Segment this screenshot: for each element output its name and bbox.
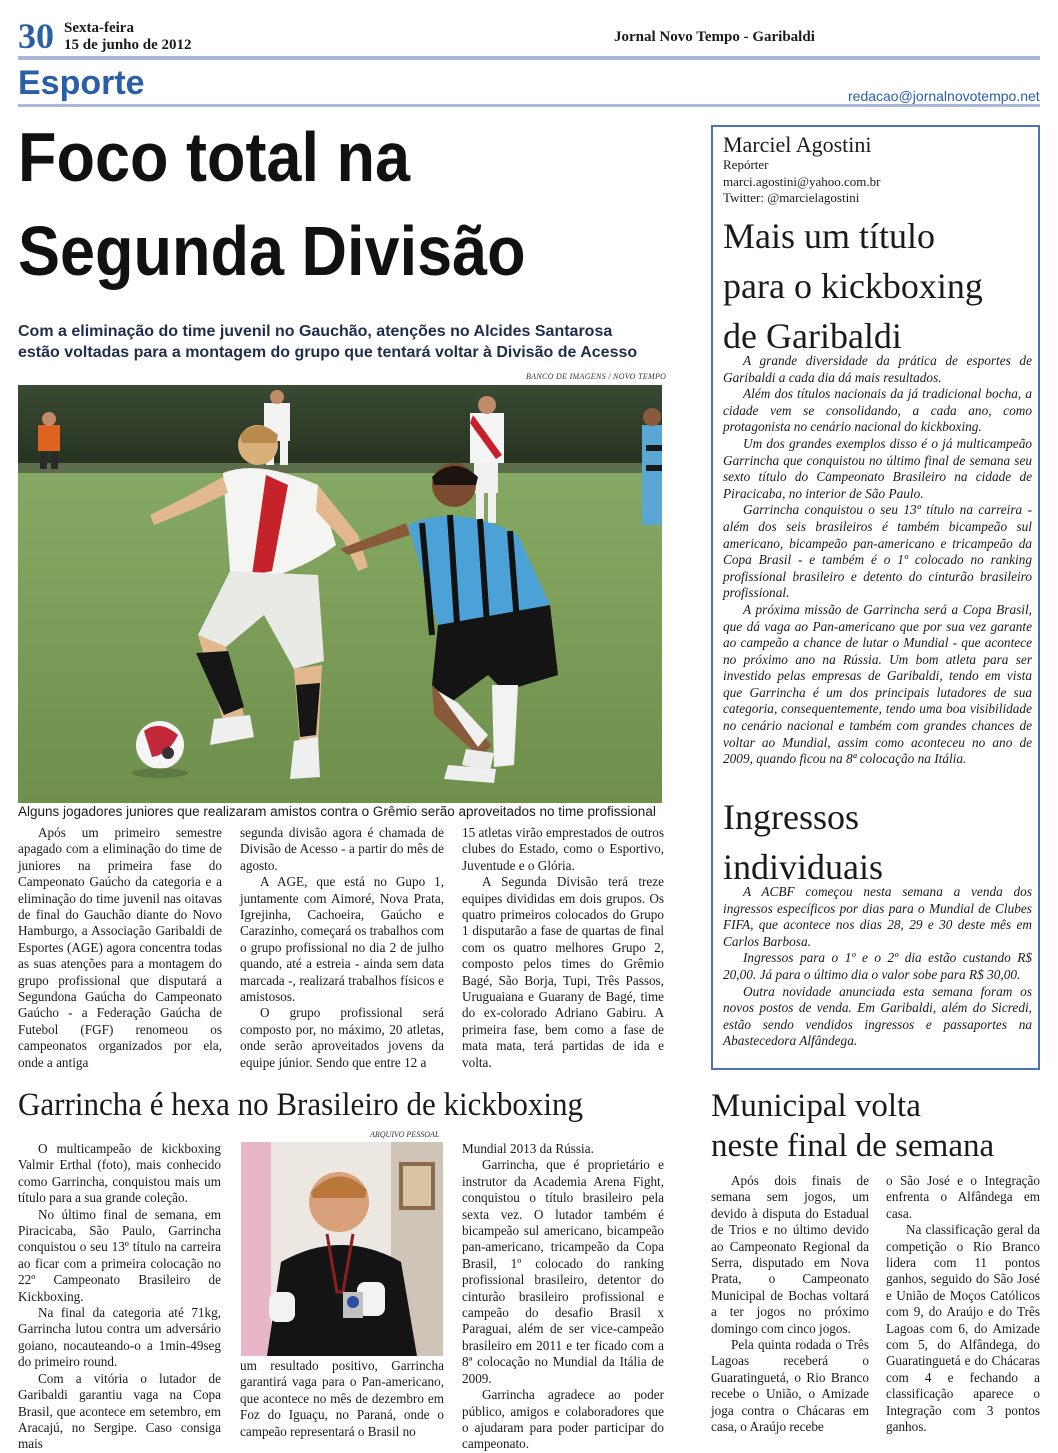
main-article-column-3 bbox=[462, 825, 664, 1071]
paragraph: Garrincha agradece ao poder público, amigos e colaboradores que o ajudaram para poder participar do campeonato. bbox=[462, 1387, 664, 1452]
paragraph: Garrincha, que é proprietário e instrutor da Academia Arena Fight, conquistou o título brasileiro pela sexta vez. O lutador também é bicampeão sul americano, bicampeão pan-americano, tricampeão da Copa Brasil, 1º colocado do ranking profissional brasileiro, detentor do cinturão brasileiro profissional e campeão do desafio Brasil x Paraguai, além de ser vice-campeão brasileiro em 2011 e ter ficado com a 8ª colocação no Mundial da Itália de 2009. bbox=[462, 1157, 664, 1386]
garrincha-column-2 bbox=[240, 1358, 444, 1440]
fighter-photo bbox=[241, 1142, 443, 1356]
municipal-column-1 bbox=[711, 1173, 869, 1436]
reporter-twitter: Twitter: @marcielagostini bbox=[723, 190, 860, 205]
weekday: Sexta-feira bbox=[64, 20, 134, 36]
paragraph: Na classificação geral da competição o Rio Branco lidera com 11 pontos ganhos, seguido do São José e União de Moços Católicos com 9, do Araújo e do Três Lagoas com 6, do Amizade com 5, do Alfândega, do Guaratinguetá e do Chácaras com 4 e fechando a classificação aparece o Integração com 3 pontos ganhos. bbox=[886, 1222, 1040, 1435]
sidebar-subhead-line2: individuais bbox=[723, 847, 883, 887]
garrincha-column-1 bbox=[18, 1141, 221, 1453]
paragraph: A próxima missão de Garrincha será a Copa Brasil, que dá vaga ao Pan-americano que por sua vez garante ao campeão a chance de lutar o Mundial - que acontece no próximo ano na Rússia. Um bom atleta para ser investido pelas empresas de Garibaldi, tendo em vista que Garrincha é um dos principais lutadores de sua categoria, consequentemente, tendo uma boa visibilidade no cenário nacional e também com grandes chances de voltar ao Mundial, assim como aconteceu no ano de 2009, quando ficou na 8ª colocação na Itália. bbox=[723, 601, 1032, 767]
municipal-column-2 bbox=[886, 1173, 1040, 1436]
garrincha-headline: Garrincha é hexa no Brasileiro de kickboxing bbox=[18, 1087, 584, 1123]
section-rule bbox=[18, 104, 1040, 107]
paragraph: Um dos grandes exemplos disso é o já multicampeão Garrincha que conquistou no último final de semana seu sexto título do Campeonato Brasileiro na cidade de Piracicaba, no interior de São Paulo. bbox=[723, 435, 1032, 501]
paragraph: A AGE, que está no Gupo 1, juntamente com Aimoré, Nova Prata, Igrejinha, Cachoeira, Gaúcho e Carazinho, começará os trabalhos com o grupo profissional no dia 2 de julho quando, até a estreia - ainda sem data marcada -, realizará trabalhos físicos e amistosos. bbox=[240, 874, 444, 1005]
page-number: 30 bbox=[18, 16, 54, 56]
paragraph: Após dois finais de semana sem jogos, um devido à disputa do Estadual de Trios e no último devido ao Campeonato Regional da Serra, disputado em Nova Prata, o Campeonato Municipal de Bochas voltará a ter jogos no próximo domingo com cinco jogos. bbox=[711, 1173, 869, 1336]
paragraph: O grupo profissional será composto por, no máximo, 20 atletas, onde serão aproveitados jovens da equipe júnior. Sendo que entre 12 a bbox=[240, 1005, 444, 1070]
reporter-role: Repórter bbox=[723, 157, 769, 172]
soccer-match-photo bbox=[18, 385, 662, 803]
paragraph: Ingressos para o 1º e o 2º dia estão custando R$ 20,00. Já para o último dia o valor sobe para R$ 30,00. bbox=[723, 950, 1032, 982]
section-title: Esporte bbox=[18, 64, 145, 102]
paragraph: O multicampeão de kickboxing Valmir Erthal (foto), mais conhecido como Garrincha, conquistou mais um título para a sua grande coleção. bbox=[18, 1141, 221, 1206]
paragraph: A ACBF começou nesta semana a venda dos ingressos específicos por dias para o Mundial de Clubes FIFA, que acontece nos dias 28, 29 e 30 deste mês em Carlos Barbosa. bbox=[723, 884, 1032, 949]
reporter-name: Marciel Agostini bbox=[723, 132, 872, 157]
sidebar-subhead-line1: Ingressos bbox=[723, 797, 859, 837]
garrincha-column-3 bbox=[462, 1141, 664, 1453]
paragraph: A Segunda Divisão terá treze equipes divididas em dois grupos. Os quatro primeiros colocados do Grupo 1 disputarão a fase de quartas de final com os quatro melhores Grupo 2, composto pelos times do Grêmio Bagé, São Borja, Tupi, Três Passos, Uruguaiana e Guarany de Bagé, time do ex-colorado Adriano Gabiru. A primeira fase, bem como a fase de mata mata, terá partidas de ida e volta. bbox=[462, 874, 664, 1070]
reporter-email[interactable]: marci.agostini@yahoo.com.br bbox=[723, 174, 881, 189]
paragraph: No último final de semana, em Piracicaba, São Paulo, Garrincha conquistou o seu 13º título na carreira ao ficar com a primeira colocação no 22º Campeonato Brasileiro de Kickboxing. bbox=[18, 1206, 221, 1304]
paragraph: A grande diversidade da prática de esportes de Garibaldi a cada dia dá mais resultados. bbox=[723, 353, 1032, 385]
paragraph: Pela quinta rodada o Três Lagoas receberá o Guaratinguetá, o Rio Branco recebe o União, o Amizade joga contra o Chácaras em casa, o Araújo recebe bbox=[711, 1337, 869, 1435]
paragraph: o São José e o Integração enfrenta o Alfândega em casa. bbox=[886, 1173, 1040, 1221]
paragraph: Com a vitória o lutador de Garibaldi garantiu vaga na Copa Brasil, que acontece em setembro, em Aracajú, no Sergipe. Caso consiga mais bbox=[18, 1370, 221, 1452]
sidebar-body-2 bbox=[723, 884, 1032, 1050]
paragraph: segunda divisão agora é chamada de Divisão de Acesso - a partir do mês de agosto. bbox=[240, 825, 444, 873]
sidebar-body-1 bbox=[723, 353, 1032, 768]
main-headline-line2: Segunda Divisão bbox=[18, 212, 526, 290]
paragraph: Após um primeiro semestre apagado com a eliminação do time de juniores na primeira fase do Campeonato Gaúcho da categoria e a eliminação do time juvenil nas oitavas de final do Gauchão diante do Novo Hamburgo, a Associação Garibaldi de Esportes (AGE) agora concentra todas as suas atenções para a montagem do grupo profissional que disputará a Segundona Gaúcha do Campeonato Gaúcho - a Federação Gaúcha de Futebol (FGF) renomeou os campeonatos organizados por ela, onde a antiga bbox=[18, 825, 222, 1070]
sidebar-headline-line3: de Garibaldi bbox=[723, 316, 902, 356]
newspaper-title: Jornal Novo Tempo - Garibaldi bbox=[614, 29, 815, 45]
paragraph: Garrincha conquistou o seu 13º título na carreira - além dos seis brasileiros é também bicampeão sul americano, bicampeão pan-americano e tricampeão da Copa Brasil - e também é o 1º colocado no ranking profissional brasileiro e detento do cinturão brasileiro profissional. bbox=[723, 502, 1032, 601]
main-deck-line2: estão voltadas para a montagem do grupo que tentará voltar à Divisão de Acesso bbox=[18, 344, 638, 361]
paragraph: Na final da categoria até 71kg, Garrincha lutou contra um adversário goiano, nocauteando-o a 1min-49seg do primeiro round. bbox=[18, 1305, 221, 1370]
paragraph: Mundial 2013 da Rússia. bbox=[462, 1141, 594, 1156]
issue-date: 15 de junho de 2012 bbox=[64, 37, 192, 53]
main-article-column-2 bbox=[240, 825, 444, 1071]
paragraph: Outra novidade anunciada esta semana foram os novos postos de venda. Em Garibaldi, além do Sicredi, estão sendo vendidos ingressos e passaportes na Abastecedora Alfândega. bbox=[723, 983, 1032, 1049]
photo-caption: Alguns jogadores juniores que realizaram amistos contra o Grêmio serão aproveitados no time profissional bbox=[18, 804, 656, 819]
header-rule bbox=[18, 56, 1040, 60]
photo-credit: BANCO DE IMAGENS / NOVO TEMPO bbox=[526, 372, 667, 381]
main-deck-line1: Com a eliminação do time juvenil no Gauchão, atenções no Alcides Santarosa bbox=[18, 323, 613, 340]
paragraph: 15 atletas virão emprestados de outros clubes do Estado, como o Esportivo, Juventude e o Glória. bbox=[462, 825, 664, 873]
paragraph: Além dos títulos nacionais da já tradicional bocha, a cidade vem se consolidando, a cada ano, como protagonista no cenário nacional do kickboxing. bbox=[723, 386, 1032, 435]
photo-credit: ARQUIVO PESSOAL bbox=[370, 1130, 440, 1139]
sidebar-headline-line1: Mais um título bbox=[723, 216, 936, 256]
sidebar-headline-line2: para o kickboxing bbox=[723, 266, 983, 306]
paragraph: um resultado positivo, Garrincha garantirá vaga para o Pan-americano, que acontece no mês de dezembro em Foz do Iguaçu, no Paraná, onde o campeão representará o Brasil no bbox=[240, 1358, 444, 1439]
main-headline-line1: Foco total na bbox=[18, 118, 411, 196]
municipal-headline-line1: Municipal volta bbox=[711, 1088, 921, 1124]
contact-email-link[interactable]: redacao@jornalnovotempo.net bbox=[848, 88, 1040, 104]
main-article-column-1 bbox=[18, 825, 222, 1071]
municipal-headline-line2: neste final de semana bbox=[711, 1128, 995, 1164]
